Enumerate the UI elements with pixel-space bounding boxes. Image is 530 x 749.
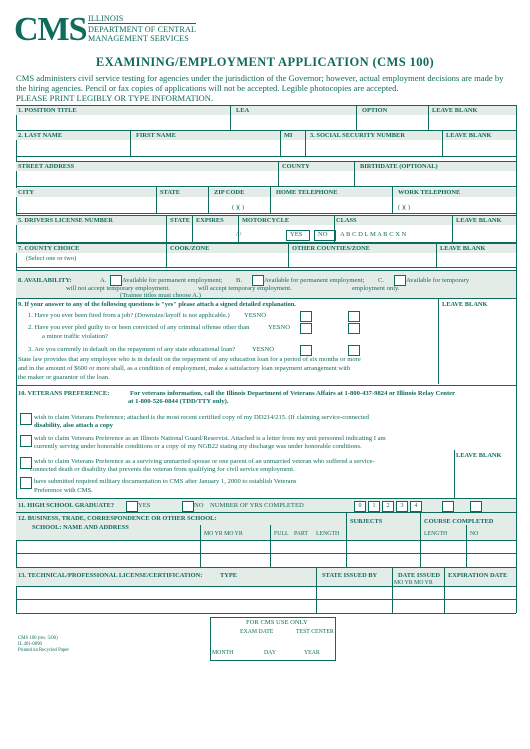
veterans-option-2-cont: currently serving under honorable conditions or a copy of my NGB22 stating my discharge was under honorable conditions.: [34, 443, 362, 450]
course-completed-label: COURSE COMPLETED: [424, 518, 494, 525]
month-label: MONTH: [212, 650, 234, 656]
motorcycle-no: NO: [318, 231, 328, 238]
form-title: EXAMINING/EMPLOYMENT APPLICATION (CMS 100): [95, 55, 435, 69]
il-number: IL 401-0090: [18, 642, 42, 647]
high-school-no-box[interactable]: [182, 501, 194, 512]
logo-state: ILLINOIS: [88, 14, 124, 23]
intro-line-1: CMS administers civil service testing for agencies under the jurisdiction of the Governor; however, actual employment decisions are made by: [16, 73, 504, 83]
availability-a-letter: A.: [100, 277, 107, 284]
veterans-option-1-cont: disability, also attach a copy: [34, 422, 113, 429]
course-no-label: NO: [470, 531, 479, 537]
leave-blank-2: LEAVE BLANK: [446, 132, 492, 139]
license-expiration-label: EXPIRATION DATE: [448, 572, 508, 579]
leave-blank-1: LEAVE BLANK: [432, 107, 478, 114]
question-2: 2. Have you ever pled guilty to or been convicted of any criminal offense other than: [28, 324, 250, 331]
years-completed-label: NUMBER OF YRS COMPLETED: [210, 502, 304, 509]
test-center-label: TEST CENTER: [296, 629, 334, 635]
dl-state-label: STATE: [170, 217, 191, 224]
veterans-option-1: wish to claim Veterans Preference; attached is the most recent certified copy of my DD214/215. (If claiming service-connected: [34, 414, 369, 421]
license-state-label: STATE ISSUED BY: [322, 572, 378, 579]
loan-law-1: State law provides that any employee who is in default on the repayment of any education loan for a period of six months or more: [18, 356, 361, 363]
years-digit-4[interactable]: 4: [410, 501, 422, 512]
school-length-label: LENGTH: [316, 531, 340, 537]
zip-label: ZIP CODE: [214, 189, 245, 196]
question-2-cont: a minor traffic violation?: [42, 333, 108, 340]
exam-date-label: EXAM DATE: [240, 629, 274, 635]
state-label: STATE: [160, 189, 181, 196]
other-counties-label: OTHER COUNTIES/ZONE: [292, 245, 370, 252]
question-3-yesno: YESNO: [252, 346, 274, 353]
question-3-yes-box[interactable]: [300, 345, 312, 356]
availability-b-text: Available for permanent employment;: [264, 277, 365, 284]
school-subjects-label: SUBJECTS: [350, 518, 383, 525]
high-school-no: NO: [194, 502, 204, 509]
question-1-yesno: YESNO: [244, 312, 266, 319]
availability-c-line2: employment only.: [352, 285, 400, 292]
availability-b-line2: will accept temporary employment.: [198, 285, 292, 292]
license-date-issued-label: DATE ISSUED: [398, 572, 440, 579]
home-phone-label: HOME TELEPHONE: [276, 189, 338, 196]
loan-law-3: the maker or guarantor of the loan.: [18, 374, 110, 381]
veterans-info-line-2: at 1-800-526-0844 (TDD/TTY only).: [128, 398, 229, 405]
work-phone-label: WORK TELEPHONE: [398, 189, 461, 196]
street-address-label: STREET ADDRESS: [18, 163, 75, 170]
birthdate-label: BIRTHDATE (OPTIONAL): [360, 163, 438, 170]
license-mo-yr-label: MO YR MO YR: [394, 580, 433, 586]
availability-a-line2: will not accept temporary employment.: [66, 285, 170, 292]
veterans-option-1-box[interactable]: [20, 413, 32, 425]
recycled-paper: Printed on Recycled Paper: [18, 648, 70, 653]
work-phone-parens: ( )( ): [398, 204, 411, 211]
motorcycle-yes: YES: [290, 231, 303, 238]
veterans-option-4: have submitted required military documentation to CMS after January 1, 2000 to establish Veterans: [34, 478, 297, 485]
veterans-option-3: wish to claim Veterans Preference as a surviving unmarried spouse or one parent of an unmarried veteran who suffered a service-: [34, 458, 375, 465]
availability-a-text: Available for permanent employment;: [122, 277, 223, 284]
leave-blank-7: LEAVE BLANK: [440, 245, 486, 252]
school-dates-label: MO YR MO YR: [204, 531, 243, 537]
ssn-label: 3. SOCIAL SECURITY NUMBER: [310, 132, 405, 139]
intro-line-2: the hiring agencies. Pencil or fax copies of applications will not be accepted. Legible photocopies are accepted.: [16, 83, 399, 93]
intro-line-3: PLEASE PRINT LEGIBLY OR TYPE INFORMATION.: [16, 93, 214, 103]
dl-class-letters: A B C D L M A B C X N: [340, 231, 407, 238]
question-3-no-box[interactable]: [348, 345, 360, 356]
business-school-label: 12. BUSINESS, TRADE, CORRESPONDENCE OR OTHER SCHOOL:: [18, 515, 217, 522]
question-2-yes-box[interactable]: [300, 323, 312, 334]
availability-c-letter: C.: [378, 277, 385, 284]
availability-trainee-note: (Trainee titles must choose A.): [120, 292, 201, 299]
leave-blank-10: LEAVE BLANK: [456, 452, 502, 459]
high-school-yes: YES: [138, 502, 151, 509]
last-name-label: 2. LAST NAME: [18, 132, 63, 139]
years-digit-1[interactable]: 1: [368, 501, 380, 512]
years-digit-3[interactable]: 3: [396, 501, 408, 512]
leave-blank-11-box: [442, 501, 454, 512]
question-2-no-box[interactable]: [348, 323, 360, 334]
veterans-option-4-box[interactable]: [20, 477, 32, 489]
position-title-label: 1. POSITION TITLE: [18, 107, 77, 114]
high-school-yes-box[interactable]: [126, 501, 138, 512]
leave-blank-11-box-2: [470, 501, 482, 512]
school-name-address-label: SCHOOL: NAME AND ADDRESS: [32, 524, 129, 531]
license-label: 13. TECHNICAL/PROFESSIONAL LICENSE/CERTIFICATION:: [18, 572, 203, 579]
drivers-license-label: 5. DRIVERS LICENSE NUMBER: [18, 217, 113, 224]
veterans-option-4-cont: Preference with CMS.: [34, 487, 93, 494]
county-choice-label: 7. COUNTY CHOICE: [18, 245, 80, 252]
question-2-yesno: YESNO: [268, 324, 290, 331]
county-label: COUNTY: [282, 163, 310, 170]
mi-label: MI: [284, 132, 293, 139]
day-label: DAY: [264, 650, 277, 656]
year-label: YEAR: [304, 650, 320, 656]
first-name-label: FIRST NAME: [136, 132, 176, 139]
dl-expires-date: / /: [236, 231, 242, 238]
logo-line-1: DEPARTMENT OF CENTRAL: [88, 25, 197, 34]
availability-b-letter: B.: [236, 277, 243, 284]
license-type-label: TYPE: [220, 572, 238, 579]
city-label: CITY: [18, 189, 34, 196]
form-number: CMS 100 (rev. 5/00): [18, 636, 58, 641]
motorcycle-label: MOTORCYCLE: [242, 217, 290, 224]
availability-label: 8. AVAILABILITY:: [18, 277, 72, 284]
school-full-label: FULL: [274, 531, 289, 537]
lea-label: LEA: [236, 107, 250, 114]
dl-class-label: CLASS: [336, 217, 357, 224]
option-label: OPTION: [362, 107, 388, 114]
years-digit-2[interactable]: 2: [382, 501, 394, 512]
cook-zone-label: COOK/ZONE: [170, 245, 210, 252]
question-3: 3. Are you currently in default on the repayment of any state educational loan?: [28, 346, 236, 353]
dl-expires-label: EXPIRES: [196, 217, 224, 224]
high-school-label: 11. HIGH SCHOOL GRADUATE?: [18, 502, 115, 509]
county-choice-sub: (Select one or two): [26, 255, 77, 262]
cms-logo: CMS: [14, 11, 87, 48]
question-1-no-box[interactable]: [348, 311, 360, 322]
question-1: 1. Have you ever been fired from a job? (Downsize/layoff is not applicable.): [28, 312, 230, 319]
veterans-option-2: wish to claim Veterans Preference as an Illinois National Guard/Reservist. Attached is a letter from my unit personnel indicating I am: [34, 435, 386, 442]
cms-use-label: FOR CMS USE ONLY: [246, 619, 308, 626]
veterans-preference-label: 10. VETERANS PREFERENCE:: [18, 390, 110, 397]
leave-blank-5: LEAVE BLANK: [456, 217, 502, 224]
veterans-option-2-box[interactable]: [20, 435, 32, 447]
course-length-label: LENGTH: [424, 531, 448, 537]
question-9-leave-blank: LEAVE BLANK: [442, 301, 488, 308]
question-9-label: 9. If your answer to any of the following questions is "yes" please attach a signed detailed explanation.: [18, 301, 296, 308]
school-part-label: PART: [294, 531, 308, 537]
department-name: [88, 14, 196, 43]
availability-c-text: Available for temporary: [406, 277, 470, 284]
years-digit-0[interactable]: 0: [354, 501, 366, 512]
veterans-info-line-1: For veterans information, call the Illinois Department of Veterans Affairs at 1-800-437-9824 or Illinois Relay Center: [130, 390, 456, 397]
home-phone-parens: ( )( ): [232, 204, 245, 211]
veterans-option-3-cont: connected death or disability that prevents the veteran from qualifying for civil service employment.: [30, 466, 295, 473]
logo-line-2: MANAGEMENT SERVICES: [88, 34, 189, 43]
question-1-yes-box[interactable]: [300, 311, 312, 322]
loan-law-2: and in the amount of $600 or more shall, as a condition of employment, make a satisfactory loan repayment arrangement with: [18, 365, 351, 372]
